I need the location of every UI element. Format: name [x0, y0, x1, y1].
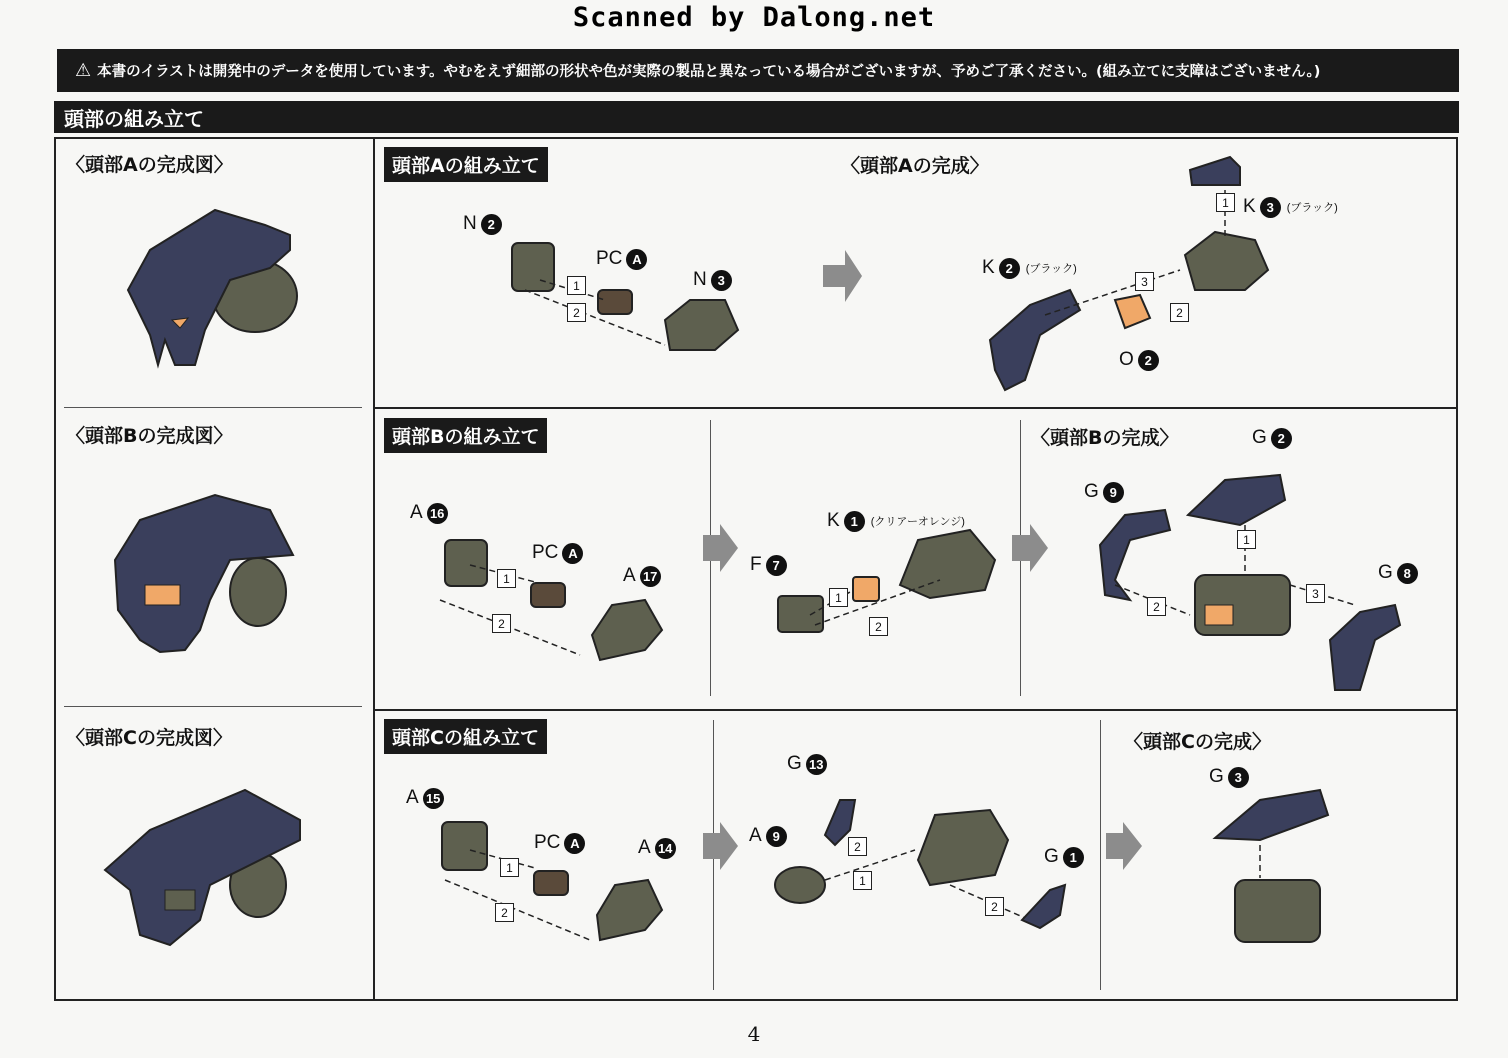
part-label: G 9: [1084, 481, 1124, 503]
part-label: A 15: [406, 787, 444, 809]
step-number: 2: [567, 303, 586, 322]
part-label: K 3 (ブラック): [1243, 196, 1338, 217]
part-label: G 2: [1252, 427, 1292, 449]
step-number: 1: [1216, 193, 1235, 212]
part-label: G 1: [1044, 846, 1084, 868]
part-label: G 8: [1378, 562, 1418, 584]
part-label: O 2: [1119, 349, 1159, 371]
part-label: PC A: [596, 248, 647, 270]
step-number: 1: [1237, 530, 1256, 549]
head-a-complete-figure: [128, 210, 297, 365]
step-number: 2: [1170, 303, 1189, 322]
complete-figure-title-b: 〈頭部Bの完成図〉: [66, 425, 233, 447]
part-label: G 13: [787, 753, 827, 775]
section-title: 頭部の組み立て: [64, 106, 204, 131]
step-number: 1: [497, 569, 516, 588]
step-number: 1: [853, 871, 872, 890]
part-label: K 1 (クリアーオレンジ): [827, 510, 965, 531]
part-label: PC A: [534, 832, 585, 854]
flow-arrow-icon: [823, 250, 862, 302]
step-number: 2: [869, 617, 888, 636]
head-b-complete-figure: [115, 495, 293, 652]
part-label: F 7: [750, 554, 787, 576]
step-number: 2: [848, 837, 867, 856]
flow-arrow-icon: [703, 524, 738, 572]
part-label: A 14: [638, 837, 676, 859]
assembly-title-a: 頭部Aの組み立て: [384, 147, 548, 182]
part-label: K 2 (ブラック): [982, 257, 1077, 278]
part-label: A 17: [623, 565, 661, 587]
part-label: A 16: [410, 502, 448, 524]
step-number: 3: [1135, 272, 1154, 291]
part-label: PC A: [532, 542, 583, 564]
scanner-credit: Scanned by Dalong.net: [572, 2, 936, 33]
step-number: 2: [495, 903, 514, 922]
part-label: A 9: [749, 825, 787, 847]
step-number: 2: [1147, 597, 1166, 616]
assembly-title-b: 頭部Bの組み立て: [384, 418, 547, 453]
part-label: N 3: [693, 269, 732, 291]
flow-arrow-icon: [1106, 822, 1142, 870]
page-number: 4: [747, 1022, 761, 1046]
step-number: 2: [492, 614, 511, 633]
warning-icon: ⚠: [75, 60, 92, 81]
assembly-title-c: 頭部Cの組み立て: [384, 719, 547, 754]
completion-title-b: 〈頭部Bの完成〉: [1031, 427, 1179, 449]
complete-figure-title-c: 〈頭部Cの完成図〉: [66, 727, 232, 749]
step-number: 1: [829, 588, 848, 607]
flow-arrow-icon: [1012, 524, 1048, 572]
step-number: 3: [1306, 584, 1325, 603]
step-number: 1: [500, 858, 519, 877]
part-label: G 3: [1209, 766, 1249, 788]
complete-figure-title-a: 〈頭部Aの完成図〉: [66, 154, 233, 176]
completion-title-c: 〈頭部Cの完成〉: [1124, 731, 1271, 753]
completion-title-a: 〈頭部Aの完成〉: [841, 155, 989, 177]
notice-text: 本書のイラストは開発中のデータを使用しています。やむをえず細部の形状や色が実際の製品と異なっている場合がございますが、予めご了承ください。(組み立てに支障はございません。): [97, 64, 1321, 80]
flow-arrow-icon: [703, 822, 738, 870]
part-label: N 2: [463, 213, 502, 235]
step-number: 1: [567, 276, 586, 295]
head-c-complete-figure: [105, 790, 300, 945]
step-number: 2: [985, 897, 1004, 916]
